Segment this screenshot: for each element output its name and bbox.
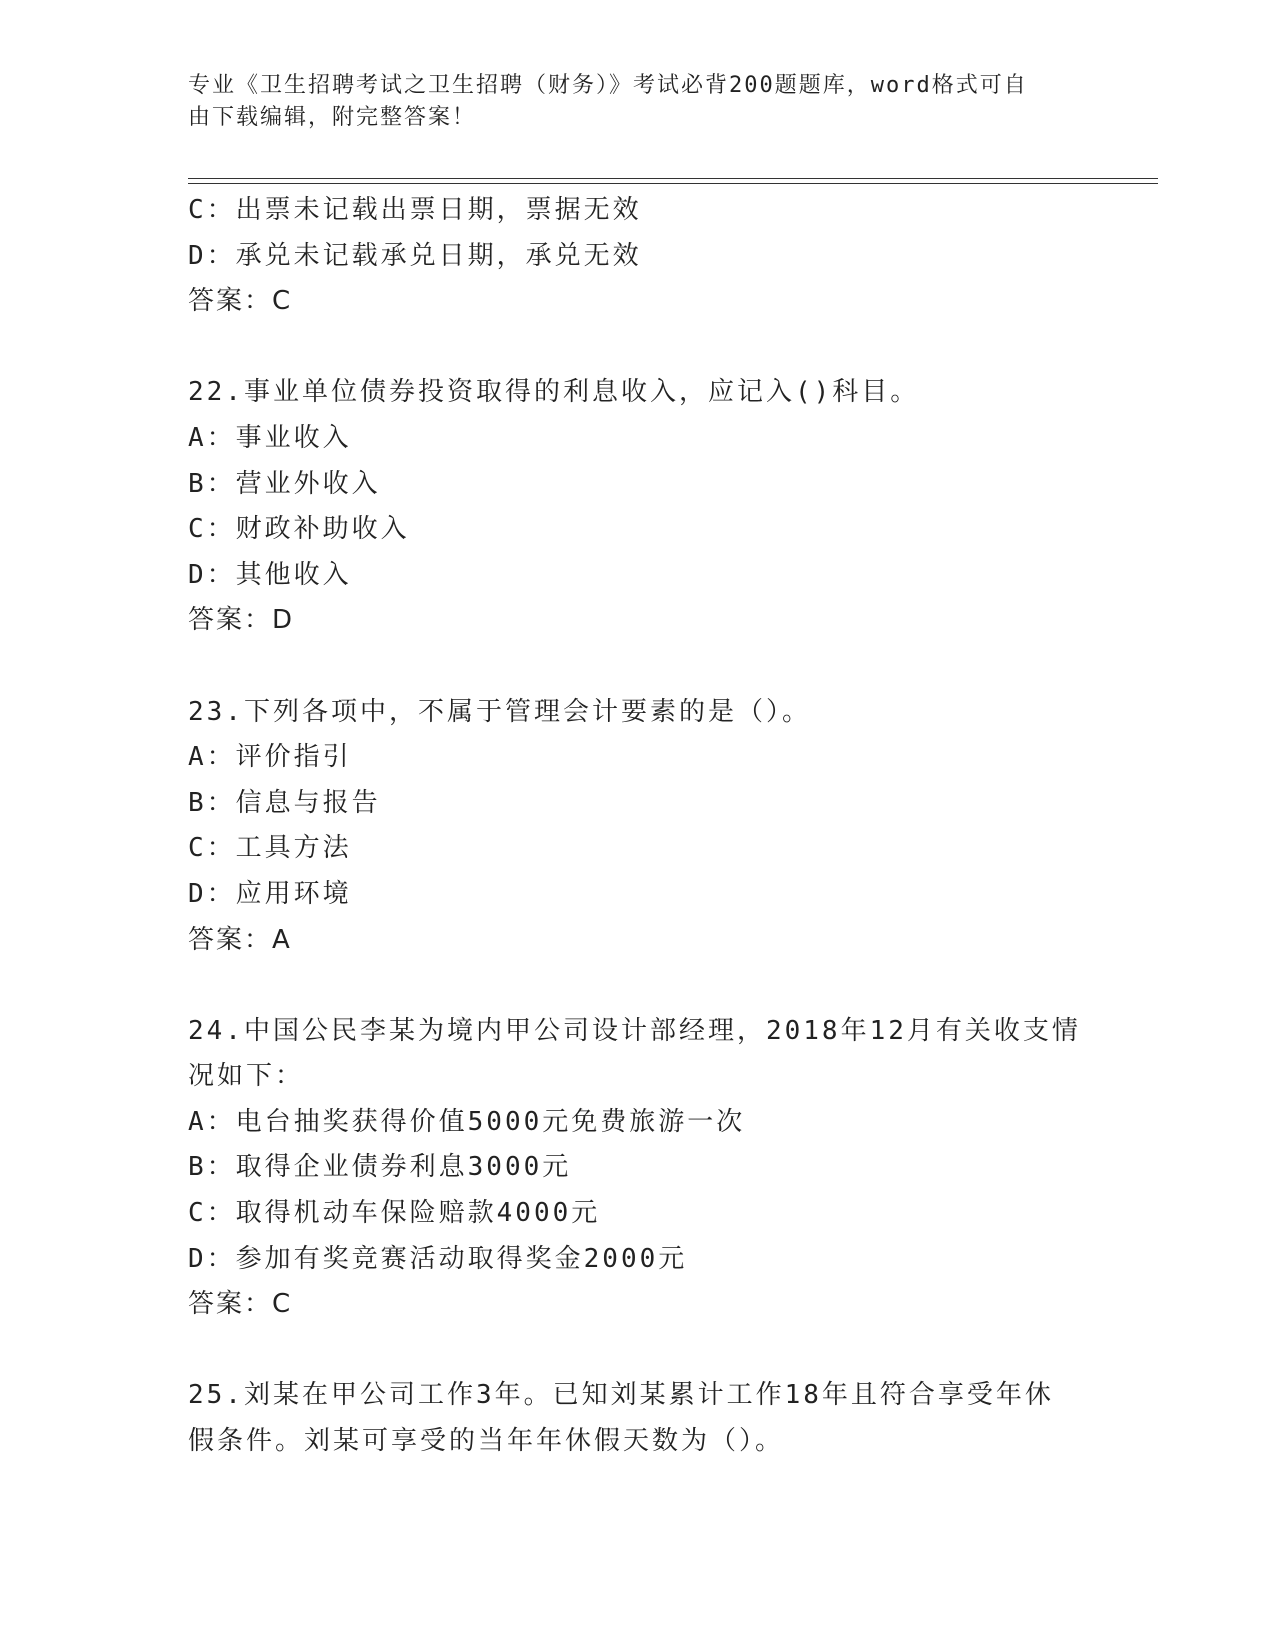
q23-option-a: A：评价指引 xyxy=(188,742,352,773)
q24-option-d: D：参加有奖竞赛活动取得奖金2000元 xyxy=(188,1243,688,1274)
q24-option-c: C：取得机动车保险赔款4000元 xyxy=(188,1198,601,1229)
q22-text: 22.事业单位债券投资取得的利息收入，应记入()科目。 xyxy=(188,377,920,408)
header-line-2: 由下载编辑，附完整答案！ xyxy=(188,105,477,130)
q22-answer: 答案：D xyxy=(188,605,295,636)
spacer xyxy=(188,1328,1088,1374)
header-divider-bottom xyxy=(188,183,1158,184)
q23-option-c: C：工具方法 xyxy=(188,833,352,864)
q25-text-line-1: 25.刘某在甲公司工作3年。已知刘某累计工作18年且符合享受年休 xyxy=(188,1380,1054,1411)
header-line-1: 专业《卫生招聘考试之卫生招聘（财务）》考试必背200题题库，word格式可自 xyxy=(188,73,1028,98)
q22-option-c: C：财政补助收入 xyxy=(188,514,410,545)
question-23 xyxy=(188,690,1088,964)
q24-answer: 答案：C xyxy=(188,1289,293,1320)
q22-option-a: A：事业收入 xyxy=(188,422,352,453)
q23-text: 23.下列各项中，不属于管理会计要素的是（）。 xyxy=(188,696,811,727)
spacer xyxy=(188,644,1088,690)
q21-answer: 答案：C xyxy=(188,286,293,317)
q24-option-a: A：电台抽奖获得价值5000元免费旅游一次 xyxy=(188,1106,746,1137)
question-25 xyxy=(188,1373,1088,1464)
question-21-partial xyxy=(188,188,1088,325)
q25-text-line-2: 假条件。刘某可享受的当年年休假天数为（）。 xyxy=(188,1426,785,1457)
q24-option-b: B：取得企业债券利息3000元 xyxy=(188,1152,572,1183)
q22-option-d: D：其他收入 xyxy=(188,559,352,590)
question-22 xyxy=(188,370,1088,644)
q22-option-b: B：营业外收入 xyxy=(188,468,381,499)
header-divider-top xyxy=(188,178,1158,179)
spacer xyxy=(188,325,1088,371)
q21-option-d: D：承兑未记载承兑日期，承兑无效 xyxy=(188,240,642,271)
document-header xyxy=(188,70,1068,134)
spacer xyxy=(188,963,1088,1009)
q23-answer: 答案：A xyxy=(188,924,292,955)
question-24 xyxy=(188,1009,1088,1328)
q23-option-d: D：应用环境 xyxy=(188,878,352,909)
q23-option-b: B：信息与报告 xyxy=(188,787,381,818)
q24-text-line-1: 24.中国公民李某为境内甲公司设计部经理，2018年12月有关收支情 xyxy=(188,1015,1081,1046)
q21-option-c: C：出票未记载出票日期，票据无效 xyxy=(188,195,642,225)
q24-text-line-2: 况如下： xyxy=(188,1061,305,1092)
document-body xyxy=(188,188,1088,1465)
